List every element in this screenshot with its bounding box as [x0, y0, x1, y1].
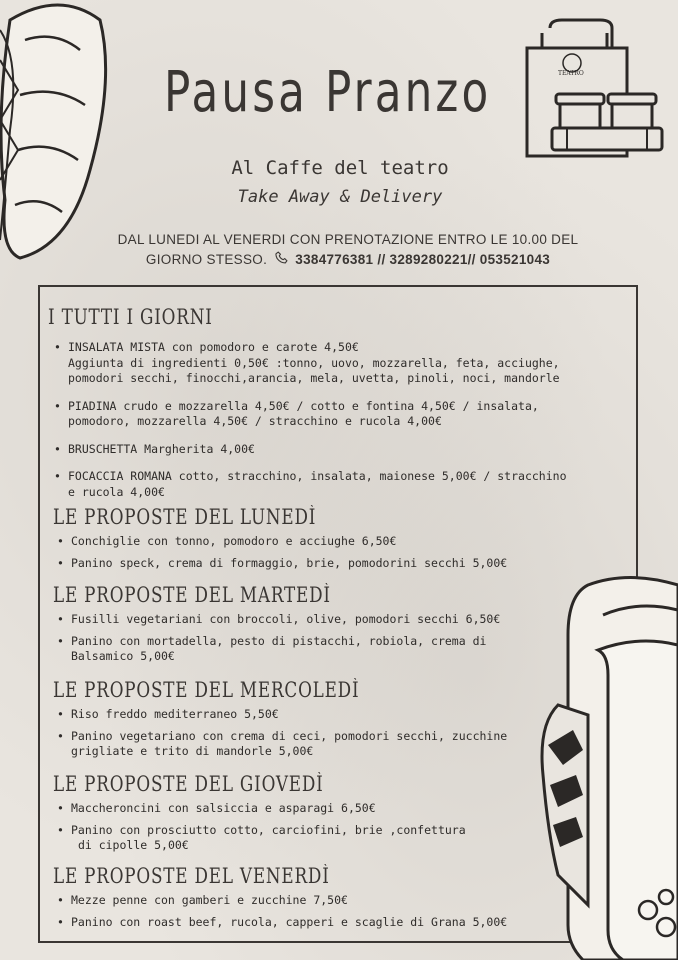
notice-line-2: [88, 250, 608, 270]
section-items-wednesday: [55, 707, 575, 760]
section-items-tuesday: [55, 612, 575, 665]
baguette-illustration: [0, 0, 115, 265]
tagline: Take Away & Delivery: [237, 187, 443, 207]
section-items-thursday: [55, 801, 575, 854]
notice-line-2-text: GIORNO STESSO.: [145, 252, 268, 267]
section-items-daily: [52, 340, 637, 500]
list-item: • BRUSCHETTA Margherita 4,00€: [52, 442, 637, 458]
section-title-thursday: LE PROPOSTE DEL GIOVEDÌ: [53, 772, 324, 796]
list-item: • Panino con mortadella, pesto di pistacchi, robiola, crema di Balsamico 5,00€: [55, 634, 575, 665]
section-title-wednesday: LE PROPOSTE DEL MERCOLEDÌ: [53, 678, 360, 702]
list-item: • Panino vegetariano con crema di ceci, pomodori secchi, zucchine grigliate e trito di mandorle 5,00€: [55, 729, 575, 760]
list-item: • Mezze penne con gamberi e zucchine 7,50€: [55, 893, 575, 909]
list-item: • INSALATA MISTA con pomodoro e carote 4,50€ Aggiunta di ingredienti 0,50€ :tonno, uovo, mozzarella, feta, acciughe, pomodori secchi, finocchi,arancia, mela, uvetta, pinoli, noci, mandorle: [52, 340, 637, 387]
section-title-tuesday: LE PROPOSTE DEL MARTEDÌ: [53, 583, 331, 607]
list-item: • Panino speck, crema di formaggio, brie, pomodorini secchi 5,00€: [55, 556, 595, 572]
list-item: • Riso freddo mediterraneo 5,50€: [55, 707, 575, 723]
sandwich-illustration: [528, 575, 678, 960]
logo-text: TEATRO: [558, 70, 584, 77]
section-title-friday: LE PROPOSTE DEL VENERDÌ: [53, 864, 330, 888]
notice-line-1: DAL LUNEDI AL VENERDI CON PRENOTAZIONE ENTRO LE 10.00 DEL: [117, 232, 579, 247]
section-items-friday: [55, 893, 575, 930]
list-item: • Conchiglie con tonno, pomodoro e acciughe 6,50€: [55, 534, 595, 550]
phone-icon: [274, 250, 288, 270]
list-item: • Panino con prosciutto cotto, carciofini, brie ,confettura di cipolle 5,00€: [55, 823, 575, 854]
booking-notice: [88, 230, 608, 270]
section-title-monday: LE PROPOSTE DEL LUNEDÌ: [53, 505, 317, 529]
list-item: • Maccheroncini con salsiccia e asparagi 6,50€: [55, 801, 575, 817]
section-items-monday: [55, 534, 595, 571]
page-title: Pausa Pranzo: [164, 60, 492, 125]
list-item: • PIADINA crudo e mozzarella 4,50€ / cotto e fontina 4,50€ / insalata, pomodoro, mozzarella 4,50€ / stracchino e rucola 4,00€: [52, 399, 637, 430]
list-item: • FOCACCIA ROMANA cotto, stracchino, insalata, maionese 5,00€ / stracchino e rucola 4,00€: [52, 469, 637, 500]
list-item: • Panino con roast beef, rucola, capperi e scaglie di Grana 5,00€: [55, 915, 575, 931]
subtitle: Al Caffe del teatro: [231, 157, 449, 179]
list-item: • Fusilli vegetariani con broccoli, olive, pomodori secchi 6,50€: [55, 612, 575, 628]
takeaway-bag-icon: [522, 18, 667, 163]
phone-numbers[interactable]: 3384776381 // 3289280221// 053521043: [295, 252, 551, 267]
section-title-daily: I TUTTI I GIORNI: [48, 305, 213, 329]
